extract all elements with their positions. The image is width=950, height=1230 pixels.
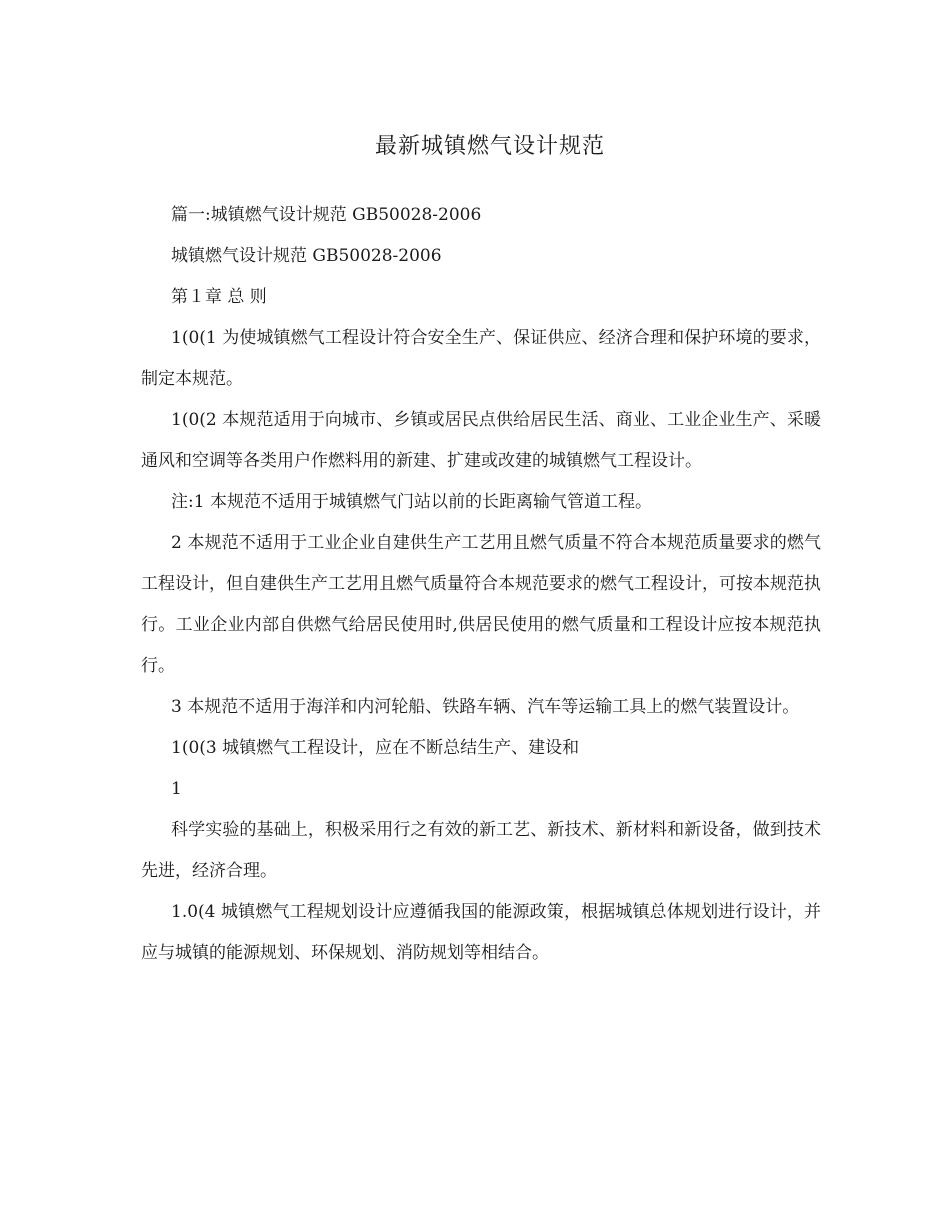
- paragraph-clause-1-0-2: 1(0(2 本规范适用于向城市、乡镇或居民点供给居民生活、商业、工业企业生产、采暖通风和空调等各类用户作燃料用的新建、扩建或改建的城镇燃气工程设计。: [141, 410, 821, 471]
- paragraph-clause-1-0-3: 1(0(3 城镇燃气工程设计，应在不断总结生产、建设和: [171, 738, 580, 758]
- paragraph-clause-1-0-4: 1.0(4 城镇燃气工程规划设计应遵循我国的能源政策，根据城镇总体规划进行设计，并应与城镇的能源规划、环保规划、消防规划等相结合。: [141, 902, 821, 963]
- paragraph-chapter-heading: 第１章 总 则: [171, 287, 267, 307]
- paragraph-section-heading: 篇一:城镇燃气设计规范 GB50028-2006: [171, 205, 482, 225]
- paragraph-note-2: 2 本规范不适用于工业企业自建供生产工艺用且燃气质量不符合本规范质量要求的燃气工程设计，但自建供生产工艺用且燃气质量符合本规范要求的燃气工程设计，可按本规范执行。工业企业内部自供燃气给居民使用时,供居民使用的燃气质量和工程设计应按本规范执行。: [141, 533, 821, 676]
- paragraph-clause-1-0-1: 1(0(1 为使城镇燃气工程设计符合安全生产、保证供应、经济合理和保护环境的要求，制定本规范。: [141, 328, 821, 389]
- paragraph-clause-1-0-3-continued: 科学实验的基础上，积极采用行之有效的新工艺、新技术、新材料和新设备，做到技术先进，经济合理。: [141, 820, 821, 881]
- document-body: [141, 195, 821, 974]
- document-title: 最新城镇燃气设计规范: [374, 134, 605, 159]
- paragraph-note-3: 3 本规范不适用于海洋和内河轮船、铁路车辆、汽车等运输工具上的燃气装置设计。: [171, 697, 800, 717]
- page-number: 1: [171, 779, 182, 799]
- paragraph-standard-name: 城镇燃气设计规范 GB50028-2006: [171, 246, 442, 266]
- paragraph-note-1: 注:1 本规范不适用于城镇燃气门站以前的长距离输气管道工程。: [171, 492, 652, 512]
